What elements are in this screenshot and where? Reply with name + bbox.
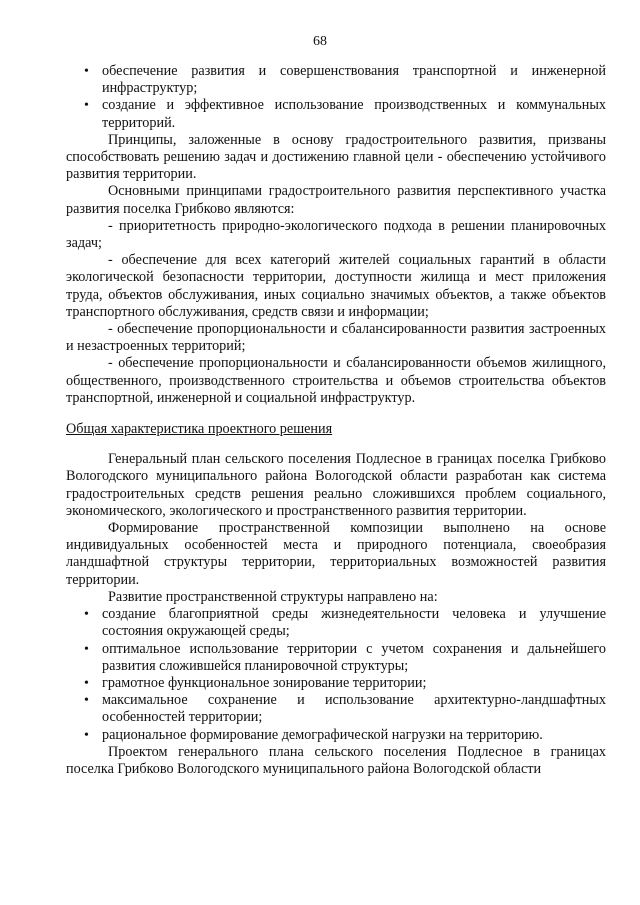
list-item: • максимальное сохранение и использование архитектурно-ландшафтных особенностей территории; <box>66 692 606 726</box>
top-bullet-list <box>66 63 606 132</box>
list-item: • обеспечение развития и совершенствования транспортной и инженерной инфраструктур; <box>66 63 606 97</box>
final-paragraph: Проектом генерального плана сельского поселения Подлесное в границах поселка Грибково Вологодского муниципального района Вологодской области <box>66 743 606 777</box>
list-item: • рациональное формирование демографической нагрузки на территорию. <box>66 727 606 744</box>
list-item: • грамотное функциональное зонирование территории; <box>66 675 606 692</box>
section-heading: Общая характеристика проектного решения <box>66 421 333 438</box>
section-paragraph: Формирование пространственной композиции выполнено на основе индивидуальных особенностей места и природного потенциала, своеобразия ландшафтной структуры территории, территориальных возможностей развития территории. <box>66 520 606 588</box>
section-paragraph: Развитие пространственной структуры направлено на: <box>108 588 438 605</box>
dash-item: - обеспечение для всех категорий жителей социальных гарантий в области экологической безопасности территории, доступности жилища и мест приложения труда, объектов обслуживания, иных социально значимых объектов, а также объектов транспортного обслуживания, средств связи и информации; <box>66 252 606 320</box>
dash-item: - обеспечение пропорциональности и сбалансированности объемов жилищного, общественного, производственного строительства и объемов строительства объектов транспортной, инженерной и социальной инфраструктур. <box>66 355 606 406</box>
paragraph-main-principles: Основными принципами градостроительного развития перспективного участка развития поселка Грибково являются: <box>66 183 606 217</box>
list-item: • создание и эффективное использование производственных и коммунальных территорий. <box>66 97 606 131</box>
bottom-bullet-list <box>66 606 606 744</box>
section-paragraph: Генеральный план сельского поселения Подлесное в границах поселка Грибково Вологодского муниципального района Вологодской области разработан как система градостроительных средств решения реально сложившихся проблем социального, экономического, экологического и пространственного развития территории. <box>66 451 606 519</box>
list-item: • оптимальное использование территории с учетом сохранения и дальнейшего развития сложившейся планировочной структуры; <box>66 641 606 675</box>
dash-item: - приоритетность природно-экологического подхода в решении планировочных задач; <box>66 217 606 252</box>
paragraph-principles: Принципы, заложенные в основу градостроительного развития, призваны способствовать решению задач и достижению главной цели - обеспечению устойчивого развития территории. <box>66 131 606 183</box>
page-number: 68 <box>313 34 327 49</box>
dash-item: - обеспечение пропорциональности и сбалансированности развития застроенных и незастроенных территорий; <box>66 321 606 355</box>
document-body <box>66 63 606 778</box>
list-item: • создание благоприятной среды жизнедеятельности человека и улучшение состояния окружающей среды; <box>66 606 606 640</box>
